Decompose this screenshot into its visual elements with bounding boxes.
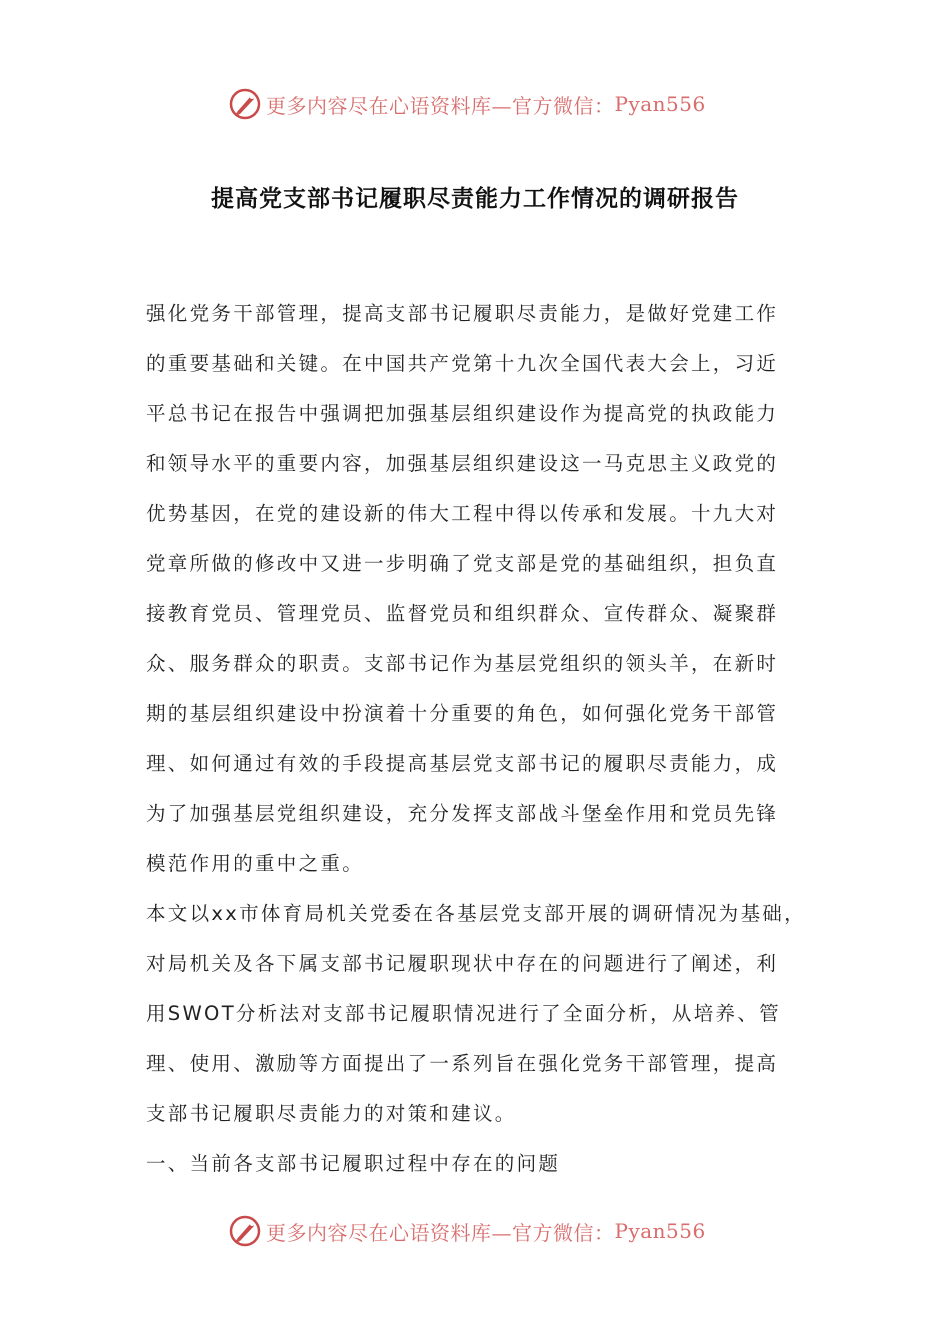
body-line: 优势基因，在党的建设新的伟大工程中得以传承和发展。十九大对 bbox=[146, 502, 779, 525]
footer-banner bbox=[228, 1211, 748, 1251]
section-heading: 一、当前各支部书记履职过程中存在的问题 bbox=[146, 1152, 561, 1175]
header-banner-text: 更多内容尽在心语资料库—官方微信： bbox=[266, 93, 615, 118]
body-line: 期的基层组织建设中扮演着十分重要的角色，如何强化党务干部管 bbox=[146, 702, 779, 725]
body-line: 党章所做的修改中又进一步明确了党支部是党的基础组织，担负直 bbox=[146, 552, 779, 575]
pen-logo-icon bbox=[228, 87, 262, 121]
body-line: 理、使用、激励等方面提出了一系列旨在强化党务干部管理，提高 bbox=[146, 1052, 779, 1075]
body-line: 强化党务干部管理，提高支部书记履职尽责能力，是做好党建工作 bbox=[146, 302, 779, 325]
footer-wechat-id: Pyan556 bbox=[614, 1219, 706, 1243]
body-line: 本文以xx市体育局机关党委在各基层党支部开展的调研情况为基础， bbox=[146, 902, 806, 925]
body-line: 对局机关及各下属支部书记履职现状中存在的问题进行了阐述，利 bbox=[146, 952, 779, 975]
footer-banner-text: 更多内容尽在心语资料库—官方微信： bbox=[266, 1220, 615, 1245]
body-line: 用SWOT分析法对支部书记履职情况进行了全面分析，从培养、管 bbox=[146, 1002, 781, 1025]
header-banner bbox=[228, 84, 748, 124]
body-line: 平总书记在报告中强调把加强基层组织建设作为提高党的执政能力 bbox=[146, 402, 779, 425]
body-line: 和领导水平的重要内容，加强基层组织建设这一马克思主义政党的 bbox=[146, 452, 779, 475]
document-title: 提高党支部书记履职尽责能力工作情况的调研报告 bbox=[211, 186, 739, 212]
body-line: 众、服务群众的职责。支部书记作为基层党组织的领头羊，在新时 bbox=[146, 652, 779, 675]
document-body bbox=[146, 291, 816, 1191]
body-line: 支部书记履职尽责能力的对策和建议。 bbox=[146, 1102, 517, 1125]
body-line: 为了加强基层党组织建设，充分发挥支部战斗堡垒作用和党员先锋 bbox=[146, 802, 779, 825]
body-line: 理、如何通过有效的手段提高基层党支部书记的履职尽责能力，成 bbox=[146, 752, 779, 775]
header-wechat-id: Pyan556 bbox=[614, 92, 706, 116]
body-line: 的重要基础和关键。在中国共产党第十九次全国代表大会上，习近 bbox=[146, 352, 779, 375]
pen-logo-icon bbox=[228, 1214, 262, 1248]
body-line: 接教育党员、管理党员、监督党员和组织群众、宣传群众、凝聚群 bbox=[146, 602, 779, 625]
body-line: 模范作用的重中之重。 bbox=[146, 852, 365, 875]
